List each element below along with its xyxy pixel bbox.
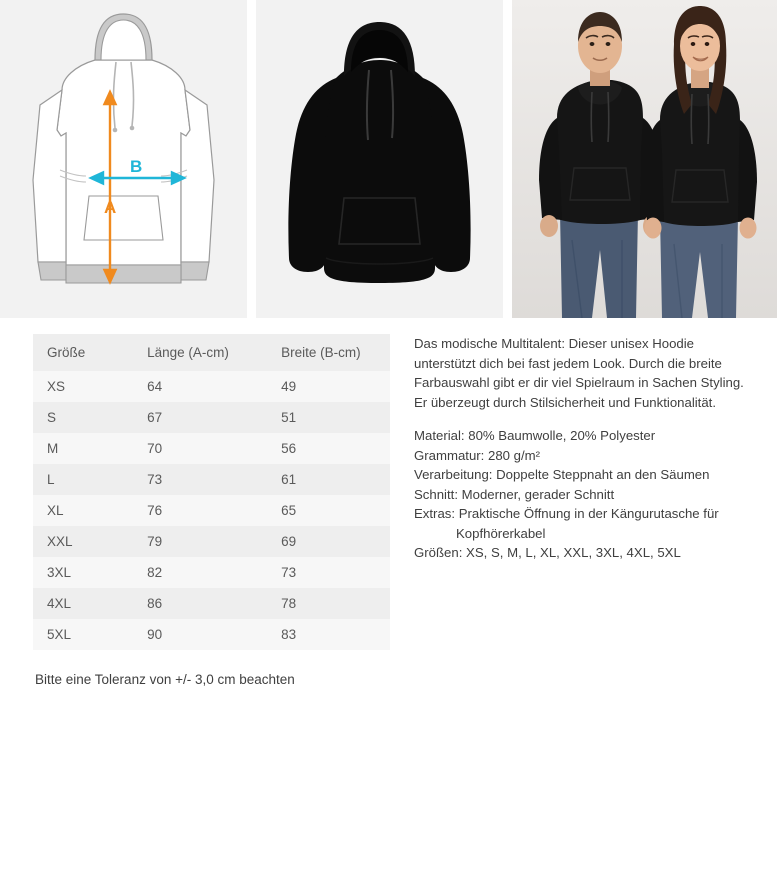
cell-size: S <box>33 402 133 433</box>
spec-grammatur: Grammatur: 280 g/m² <box>414 447 541 463</box>
cell-size: 5XL <box>33 619 133 650</box>
table-row <box>33 495 390 526</box>
header-size: Größe <box>33 334 133 371</box>
cell-length: 90 <box>133 619 267 650</box>
cell-size: 4XL <box>33 588 133 619</box>
measure-label-a: A <box>104 198 117 217</box>
cell-length: 70 <box>133 433 267 464</box>
table-row <box>33 619 390 650</box>
cell-width: 83 <box>267 619 390 650</box>
header-length: Länge (A-cm) <box>133 334 267 371</box>
table-row <box>33 557 390 588</box>
cell-size: XL <box>33 495 133 526</box>
cell-length: 64 <box>133 371 267 402</box>
table-header-row <box>33 334 390 371</box>
details-section <box>0 334 777 687</box>
hoodie-models-photo <box>512 0 777 318</box>
cell-width: 78 <box>267 588 390 619</box>
cell-length: 86 <box>133 588 267 619</box>
header-width: Breite (B-cm) <box>267 334 390 371</box>
tolerance-note: Bitte eine Toleranz von +/- 3,0 cm beachten <box>35 672 295 687</box>
cell-length: 76 <box>133 495 267 526</box>
hoodie-technical-drawing <box>0 0 247 318</box>
cell-width: 73 <box>267 557 390 588</box>
product-description <box>414 334 754 687</box>
hoodie-product-photo <box>256 0 503 318</box>
cell-length: 82 <box>133 557 267 588</box>
measure-label-b: B <box>130 157 143 176</box>
spec-extras: Extras: Praktische Öffnung in der Kängurutasche für <box>414 506 719 522</box>
spec-schnitt: Schnitt: Moderner, gerader Schnitt <box>414 486 615 502</box>
description-intro: Das modische Multitalent: Dieser unisex Hoodie unterstützt dich bei fast jedem Look. Durch die breite Farbauswahl gibt er dir viel Spielraum in Sachen Styling. Er überzeugt durch Stilsicherheit und Funktionalität. <box>414 336 744 410</box>
table-row <box>33 371 390 402</box>
table-row <box>33 588 390 619</box>
cell-length: 67 <box>133 402 267 433</box>
product-image-row <box>0 0 777 318</box>
cell-width: 56 <box>267 433 390 464</box>
cell-width: 69 <box>267 526 390 557</box>
cell-size: L <box>33 464 133 495</box>
size-table-column <box>33 334 390 687</box>
size-table <box>33 334 390 650</box>
spec-extras-cont: Kopfhörerkabel <box>456 525 546 541</box>
cell-length: 73 <box>133 464 267 495</box>
spec-material: Material: 80% Baumwolle, 20% Polyester <box>414 428 656 444</box>
table-row <box>33 433 390 464</box>
cell-size: XXL <box>33 526 133 557</box>
cell-width: 49 <box>267 371 390 402</box>
spec-verarbeitung: Verarbeitung: Doppelte Steppnaht an den Säumen <box>414 467 710 483</box>
table-row <box>33 402 390 433</box>
table-row <box>33 526 390 557</box>
cell-width: 51 <box>267 402 390 433</box>
spec-groessen: Größen: XS, S, M, L, XL, XXL, 3XL, 4XL, 5XL <box>414 545 681 561</box>
table-row <box>33 464 390 495</box>
cell-width: 61 <box>267 464 390 495</box>
cell-length: 79 <box>133 526 267 557</box>
cell-size: M <box>33 433 133 464</box>
cell-size: XS <box>33 371 133 402</box>
cell-width: 65 <box>267 495 390 526</box>
cell-size: 3XL <box>33 557 133 588</box>
